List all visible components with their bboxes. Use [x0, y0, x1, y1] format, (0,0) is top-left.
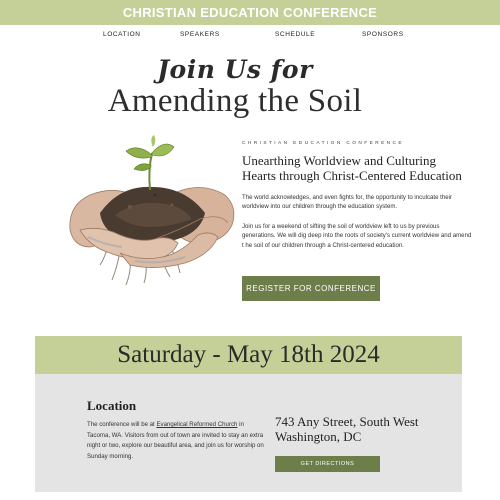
- location-heading: Location: [87, 398, 137, 413]
- location-text-before: The conference will be at: [87, 421, 157, 428]
- intro-paragraph-2: Join us for a weekend of sifting the soil of worldview left to us by previous generations. We will dig deep into the roots of society's current worldview and amend t he soil of our children through a Christ-centered education.: [242, 223, 472, 249]
- intro-eyebrow: CHRISTIAN EDUCATION CONFERENCE: [242, 141, 404, 146]
- main-nav: [0, 31, 500, 45]
- intro-paragraph-1: The world acknowledges, and even fights for, the opportunity to inculcate their worldview into our children through the education system.: [242, 194, 453, 211]
- address-line-1: 743 Any Street, South West: [275, 414, 419, 429]
- get-directions-button[interactable]: GET DIRECTIONS: [275, 456, 380, 472]
- top-banner: [0, 0, 500, 25]
- nav-item-sponsors[interactable]: SPONSORS: [362, 31, 404, 38]
- site-title: CHRISTIAN EDUCATION CONFERENCE: [122, 5, 378, 20]
- address-line-2: Washington, DC: [275, 429, 362, 444]
- date-band: [35, 336, 462, 374]
- hands-soil-seedling-icon: [60, 135, 240, 295]
- nav-item-location[interactable]: LOCATION: [103, 31, 141, 38]
- hero-join-text: Join Us for: [157, 55, 313, 84]
- nav-item-speakers[interactable]: SPEAKERS: [180, 31, 220, 38]
- event-date: Saturday - May 18th 2024: [117, 341, 380, 368]
- hero-title: Amending the Soil: [107, 83, 363, 119]
- location-section: [35, 374, 462, 492]
- nav-item-schedule[interactable]: SCHEDULE: [275, 31, 316, 38]
- address-block: [275, 414, 455, 444]
- register-button[interactable]: REGISTER FOR CONFERENCE: [242, 276, 380, 301]
- intro-subhead: Unearthing Worldview and Culturing Hearts through Christ-Centered Education: [242, 153, 462, 183]
- location-paragraph: [87, 420, 267, 462]
- location-text-after: in Tacoma, WA. Visitors from out of town are invited to stay an extra night or two, explore our beautiful area, and join us for worship on Sunday morning.: [87, 421, 264, 460]
- church-link[interactable]: Evangelical Reformed Church: [156, 421, 238, 428]
